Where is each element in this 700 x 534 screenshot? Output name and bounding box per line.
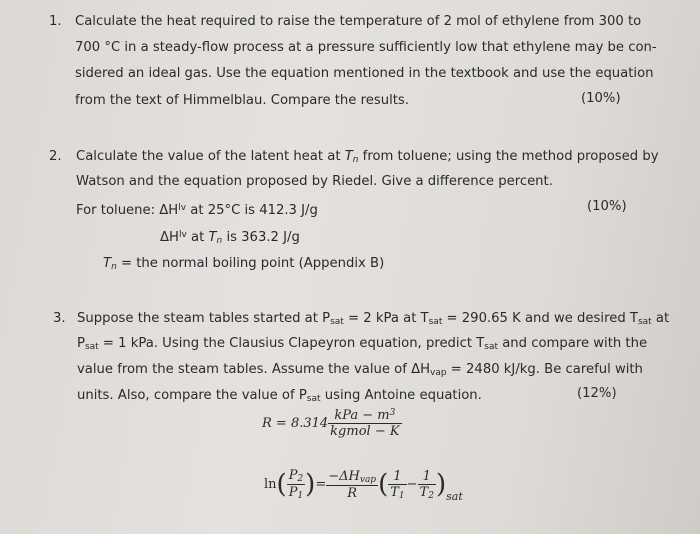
q2-points: (10%) — [587, 199, 627, 214]
gas-constant-equation: R = 8.314 $\frac{kPa - m^3}{\text{kgmol − K}}$ — [262, 408, 400, 439]
q3-line-2: $P_{sat} = 1$ kPa. Using the Clausius Clapeyron equation, predict $T_{sat}$ and compare with the — [77, 336, 648, 352]
q2-line-2: Watson and the equation proposed by Riedel. Give a difference percent. — [76, 174, 553, 189]
clausius-clapeyron-equation: ln( $\frac{P_2}{P_1}$ )= $\frac{-\Delta H_{vap}}{R}$ ( $\frac{1}{T_1}$ − $\frac{1}{T_2}$ )$_{sat}$ — [264, 468, 463, 503]
q1-line-3: sidered an ideal gas. Use the equation mentioned in the textbook and use the equation — [75, 66, 654, 81]
q1-line-1: Calculate the heat required to raise the temperature of 2 mol of ethylene from 300 to — [75, 14, 642, 29]
q1-line-2: 700 °C in a steady-flow process at a pressure sufficiently low that ethylene may be con- — [75, 40, 657, 55]
q3-number: 3. — [53, 311, 66, 326]
q1-points: (10%) — [581, 91, 621, 106]
q2-line-3: For toluene: $\Delta H^{lv}$ at 25°C is 412.3 J/g — [76, 203, 318, 218]
q1-line-4: from the text of Himmelblau. Compare the results. — [75, 93, 409, 108]
q3-line-1: Suppose the steam tables started at $P_{sat} = 2$ kPa at $T_{sat} = 290.65$ K and we desired $T_{sat}$ at — [77, 311, 670, 327]
q2-line-4: $\Delta H^{lv}$ at $T_n$ is 363.2 J/g — [160, 230, 300, 246]
q2-number: 2. — [49, 149, 62, 164]
q2-line-5: $T_n$ = the normal boiling point (Appendix B) — [103, 256, 385, 272]
q3-points: (12%) — [577, 386, 617, 401]
q1-number: 1. — [49, 14, 62, 29]
q3-line-4: units. Also, compare the value of $P_{sat}$ using Antoine equation. — [77, 388, 482, 404]
q2-line-1: Calculate the value of the latent heat at $T_n$ from toluene; using the method proposed by — [76, 149, 659, 165]
q3-line-3: value from the steam tables. Assume the value of $\Delta H_{vap} = 2480$ kJ/kg. Be careful with — [77, 362, 643, 378]
